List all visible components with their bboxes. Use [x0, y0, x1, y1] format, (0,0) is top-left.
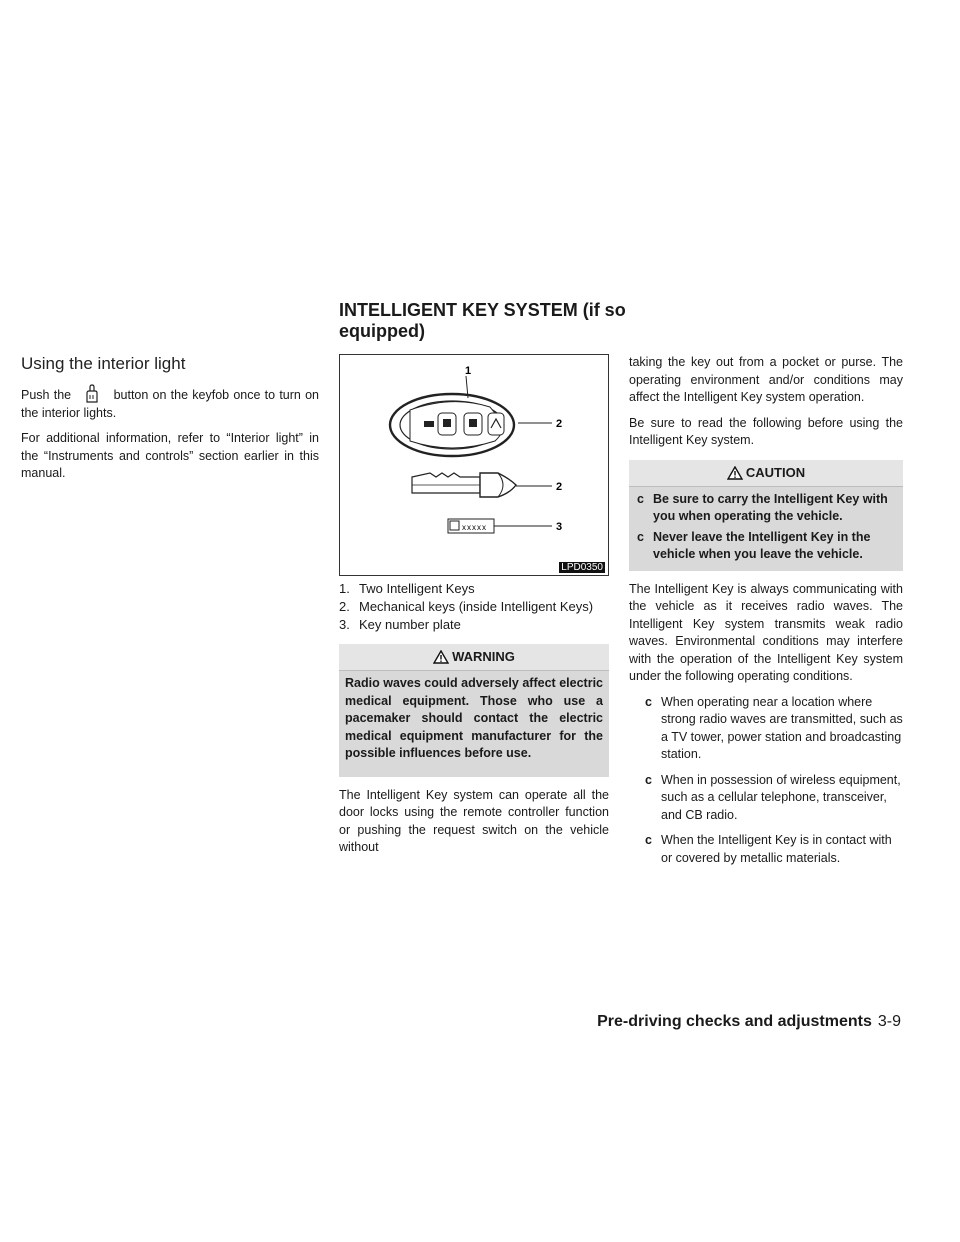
callout-label-1: 1: [465, 365, 472, 377]
condition-text: When in possession of wireless equipment, such as a cellular telephone, transceiver, and CB radio.: [661, 772, 901, 822]
warning-box: [339, 644, 609, 777]
callout-label-2-key: 2: [556, 481, 563, 493]
footer-section-title: Pre-driving checks and adjustments: [597, 1013, 872, 1030]
bullet-icon: c: [645, 833, 652, 847]
bullet-icon: c: [637, 491, 644, 506]
caution-box: [629, 460, 903, 571]
subsection-heading: Using the interior light: [21, 354, 186, 373]
right-column: [629, 354, 903, 875]
callout-label-2-fob: 2: [556, 418, 563, 430]
warning-triangle-icon: [433, 650, 449, 664]
caution-item-text: Never leave the Intelligent Key in the vehicle when you leave the vehicle.: [653, 529, 871, 561]
page-footer: [597, 1013, 901, 1031]
button-instruction-text: button on the keyfob once to turn on the interior lights.: [21, 388, 319, 420]
condition-item: [643, 832, 903, 867]
interior-light-paragraph: [21, 384, 319, 422]
caution-item: [635, 491, 897, 526]
page-number: 3-9: [877, 1013, 901, 1030]
bullet-icon: c: [645, 772, 652, 787]
bullet-icon: c: [645, 694, 652, 709]
caution-item-text: Be sure to carry the Intelligent Key with you when operating the vehicle.: [653, 491, 888, 523]
legend-text: Two Intelligent Keys: [359, 581, 475, 596]
key-plate-text: xxxxx: [462, 523, 487, 532]
caution-label: CAUTION: [745, 464, 806, 480]
additional-info-paragraph: For additional information, refer to “Interior light” in the “Instruments and controls” section earlier in this manual.: [21, 431, 319, 480]
read-before-paragraph: Be sure to read the following before using the Intelligent Key system.: [629, 415, 903, 447]
legend-item: [339, 616, 609, 634]
warning-label: WARNING: [452, 649, 515, 664]
key-illustration: [340, 355, 608, 575]
section-title: INTELLIGENT KEY SYSTEM (if so equipped): [339, 300, 626, 341]
legend-text: Mechanical keys (inside Intelligent Keys): [359, 599, 594, 614]
caution-triangle-icon: [727, 466, 743, 480]
condition-text: When the Intelligent Key is in contact with or covered by metallic materials.: [661, 833, 892, 865]
caution-list: [635, 491, 897, 564]
legend-item: [339, 580, 609, 598]
caution-item: [635, 529, 897, 564]
operating-conditions-list: [629, 694, 903, 868]
middle-column: [339, 580, 609, 865]
figure-legend: [339, 580, 609, 634]
condition-text: When operating near a location where strong radio waves are transmitted, such as a TV tower, power station and broadcasting station.: [661, 694, 903, 761]
legend-text: Key number plate: [359, 617, 461, 632]
caution-header: [629, 460, 903, 487]
legend-item: [339, 598, 609, 616]
continued-paragraph: taking the key out from a pocket or purse. The operating environment and/or conditions may affect the Intelligent Key system operation.: [629, 355, 903, 404]
intelligent-key-figure: [339, 354, 609, 576]
push-the-text: Push the: [21, 388, 72, 402]
warning-text: Radio waves could adversely affect electric medical equipment. Those who use a pacemaker should contact the electric medical equipment manufacturer for the possible influences before use.: [345, 676, 603, 760]
figure-code: LPD0350: [561, 562, 603, 573]
left-column: [21, 354, 319, 491]
legend-number: 3.: [339, 617, 350, 632]
bullet-icon: c: [637, 529, 644, 544]
callout-label-3: 3: [556, 521, 563, 533]
interior-light-key-icon: [81, 384, 103, 404]
intelligent-key-intro-paragraph: The Intelligent Key system can operate all the door locks using the remote controller function or pushing the request switch on the vehicle without: [339, 787, 609, 854]
radio-waves-paragraph: The Intelligent Key is always communicating with the vehicle as it receives radio waves. The Intelligent Key system transmits weak radio waves. Environmental conditions may interfere with the operation of the Intelligent Key system under the following operating conditions.: [629, 581, 903, 683]
condition-item: [643, 694, 903, 764]
warning-header: [339, 644, 609, 671]
condition-item: [643, 772, 903, 825]
legend-number: 2.: [339, 599, 350, 614]
legend-number: 1.: [339, 581, 350, 596]
